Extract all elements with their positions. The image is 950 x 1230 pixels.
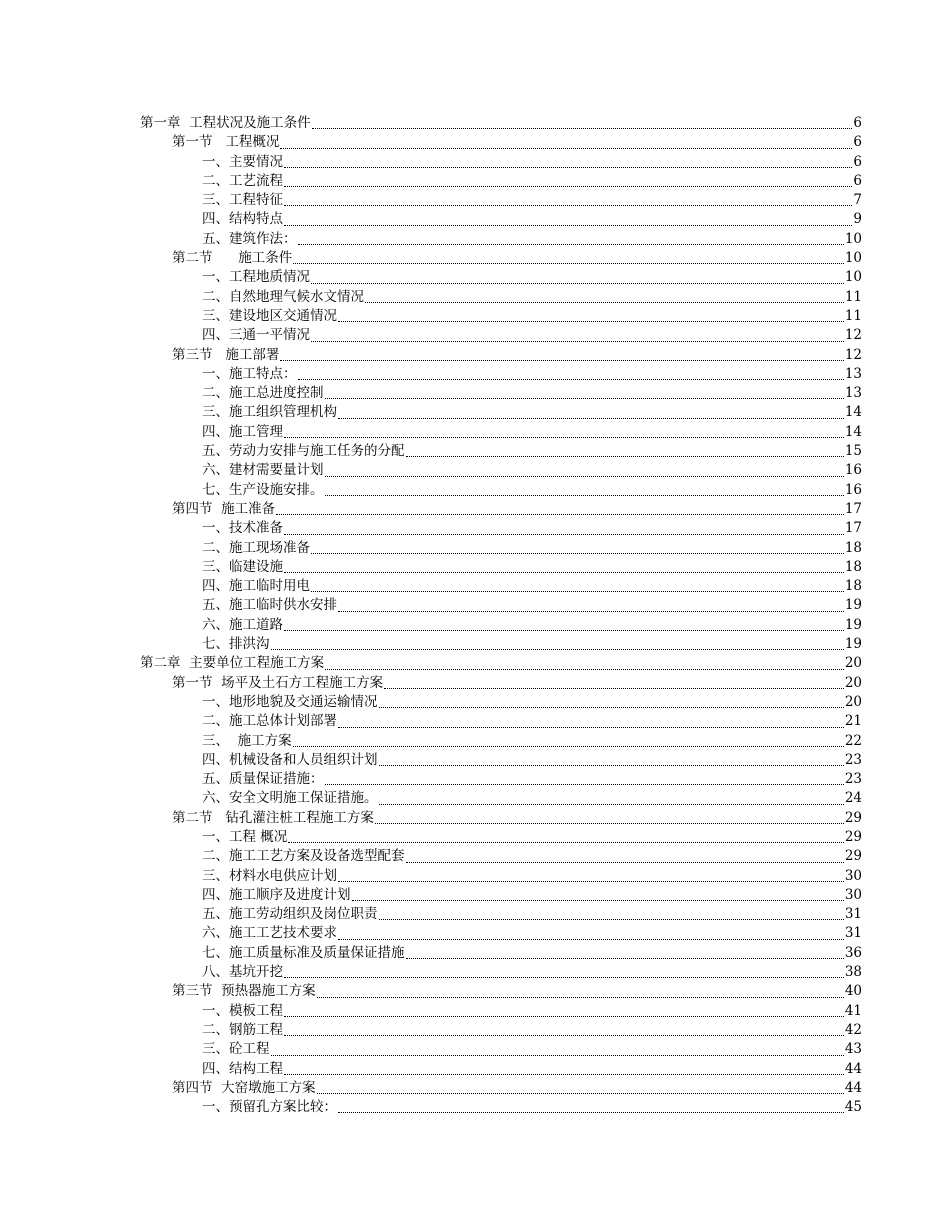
- toc-page-number: 7: [853, 192, 862, 209]
- toc-dot-leader: [379, 905, 844, 924]
- toc-dot-leader: [325, 654, 844, 673]
- toc-entry-title: 二、施工总体计划部署: [202, 713, 337, 730]
- toc-subsection-entry[interactable]: [140, 924, 862, 943]
- toc-entry-title: 七、排洪沟: [202, 636, 270, 653]
- toc-dot-leader: [406, 442, 844, 461]
- toc-page-number: 43: [844, 1041, 862, 1058]
- toc-entry-title: 二、施工工艺方案及设备选型配套: [202, 848, 405, 865]
- toc-entry-title: 第三节 预热器施工方案: [172, 983, 316, 1000]
- toc-entry-title: 七、施工质量标准及质量保证措施: [202, 944, 405, 961]
- toc-dot-leader: [311, 577, 844, 596]
- toc-page-number: 12: [844, 346, 862, 363]
- toc-subsection-entry[interactable]: [140, 616, 862, 635]
- toc-entry-title: 一、工程地质情况: [202, 269, 310, 286]
- toc-dot-leader: [276, 500, 844, 519]
- toc-page-number: 31: [844, 925, 862, 942]
- toc-entry-title: 第一节 场平及土石方工程施工方案: [172, 674, 384, 691]
- toc-entry-title: 二、施工现场准备: [202, 539, 310, 556]
- toc-subsection-entry[interactable]: [140, 210, 862, 229]
- toc-subsection-entry[interactable]: [140, 442, 862, 461]
- toc-page-number: 29: [844, 828, 862, 845]
- toc-subsection-entry[interactable]: [140, 191, 862, 210]
- toc-entry-title: 三、 施工方案: [202, 732, 292, 749]
- toc-subsection-entry[interactable]: [140, 326, 862, 345]
- toc-subsection-entry[interactable]: [140, 886, 862, 905]
- toc-dot-leader: [288, 828, 844, 847]
- toc-section-entry[interactable]: [140, 809, 862, 828]
- toc-dot-leader: [311, 539, 844, 558]
- toc-subsection-entry[interactable]: [140, 461, 862, 480]
- toc-dot-leader: [284, 1060, 844, 1079]
- toc-page-number: 10: [844, 250, 862, 267]
- toc-subsection-entry[interactable]: [140, 944, 862, 963]
- toc-dot-leader: [284, 153, 852, 172]
- toc-page-number: 10: [844, 230, 862, 247]
- toc-dot-leader: [284, 423, 844, 442]
- toc-dot-leader: [293, 249, 844, 268]
- toc-section-entry[interactable]: [140, 500, 862, 519]
- toc-entry-title: 三、建设地区交通情况: [202, 307, 337, 324]
- toc-dot-leader: [317, 982, 844, 1001]
- toc-subsection-entry[interactable]: [140, 1060, 862, 1079]
- toc-dot-leader: [298, 230, 844, 249]
- toc-subsection-entry[interactable]: [140, 558, 862, 577]
- toc-page-number: 29: [844, 809, 862, 826]
- toc-dot-leader: [338, 307, 844, 326]
- toc-entry-title: 二、自然地理气候水文情况: [202, 288, 364, 305]
- toc-subsection-entry[interactable]: [140, 789, 862, 808]
- toc-entry-title: 第三节 施工部署: [172, 346, 280, 363]
- toc-dot-leader: [280, 346, 843, 365]
- toc-chapter-entry[interactable]: [140, 114, 862, 133]
- toc-entry-title: 四、施工临时用电: [202, 578, 310, 595]
- toc-entry-title: 一、预留孔方案比较：: [202, 1099, 337, 1116]
- toc-page-number: 6: [853, 153, 862, 170]
- toc-page-number: 17: [844, 520, 862, 537]
- toc-entry-title: 二、施工总进度控制: [202, 385, 324, 402]
- toc-page-number: 18: [844, 558, 862, 575]
- toc-dot-leader: [325, 481, 844, 500]
- toc-page-number: 9: [853, 211, 862, 228]
- toc-page-number: 31: [844, 906, 862, 923]
- toc-entry-title: 三、临建设施: [202, 558, 283, 575]
- toc-dot-leader: [284, 1002, 844, 1021]
- toc-page-number: 6: [853, 172, 862, 189]
- toc-page-number: 44: [844, 1079, 862, 1096]
- toc-dot-leader: [311, 268, 844, 287]
- toc-subsection-entry[interactable]: [140, 1040, 862, 1059]
- toc-section-entry[interactable]: [140, 133, 862, 152]
- toc-entry-title: 六、建材需要量计划: [202, 462, 324, 479]
- toc-page-number: 6: [853, 134, 862, 151]
- toc-entry-title: 三、砼工程: [202, 1041, 270, 1058]
- toc-subsection-entry[interactable]: [140, 751, 862, 770]
- toc-entry-title: 五、劳动力安排与施工任务的分配: [202, 443, 405, 460]
- toc-entry-title: 五、施工临时供水安排: [202, 597, 337, 614]
- toc-entry-title: 五、施工劳动组织及岗位职责: [202, 906, 378, 923]
- toc-page-number: 23: [844, 751, 862, 768]
- toc-page-number: 24: [844, 790, 862, 807]
- toc-subsection-entry[interactable]: [140, 403, 862, 422]
- toc-dot-leader: [325, 770, 844, 789]
- toc-entry-title: 一、工程 概况: [202, 828, 288, 845]
- toc-dot-leader: [311, 326, 844, 345]
- toc-subsection-entry[interactable]: [140, 153, 862, 172]
- toc-entry-title: 二、钢筋工程: [202, 1021, 283, 1038]
- toc-page-number: 44: [844, 1060, 862, 1077]
- toc-entry-title: 一、模板工程: [202, 1002, 283, 1019]
- toc-entry-title: 第二节 施工条件: [172, 250, 293, 267]
- toc-page-number: 20: [844, 655, 862, 672]
- toc-entry-title: 四、结构工程: [202, 1060, 283, 1077]
- toc-page-number: 40: [844, 983, 862, 1000]
- toc-page-number: 22: [844, 732, 862, 749]
- toc-entry-title: 一、技术准备: [202, 520, 283, 537]
- toc-section-entry[interactable]: [140, 346, 862, 365]
- toc-dot-leader: [293, 732, 844, 751]
- toc-page-number: 20: [844, 693, 862, 710]
- toc-subsection-entry[interactable]: [140, 577, 862, 596]
- toc-dot-leader: [338, 867, 844, 886]
- toc-dot-leader: [365, 288, 844, 307]
- toc-page-number: 18: [844, 578, 862, 595]
- toc-entry-title: 四、施工管理: [202, 423, 283, 440]
- toc-dot-leader: [406, 944, 844, 963]
- toc-section-entry[interactable]: [140, 982, 862, 1001]
- toc-page-number: 13: [844, 385, 862, 402]
- toc-page-number: 21: [844, 713, 862, 730]
- toc-subsection-entry[interactable]: [140, 867, 862, 886]
- table-of-contents: [140, 114, 862, 1117]
- toc-entry-title: 七、生产设施安排。: [202, 481, 324, 498]
- toc-section-entry[interactable]: [140, 1079, 862, 1098]
- toc-page-number: 15: [844, 443, 862, 460]
- toc-dot-leader: [284, 963, 844, 982]
- toc-entry-title: 五、质量保证措施：: [202, 771, 324, 788]
- toc-dot-leader: [284, 558, 844, 577]
- toc-subsection-entry[interactable]: [140, 230, 862, 249]
- toc-page-number: 41: [844, 1002, 862, 1019]
- toc-page-number: 6: [853, 115, 862, 131]
- toc-subsection-entry[interactable]: [140, 693, 862, 712]
- toc-dot-leader: [271, 635, 844, 654]
- toc-dot-leader: [379, 751, 844, 770]
- toc-page-number: 17: [844, 500, 862, 517]
- toc-subsection-entry[interactable]: [140, 847, 862, 866]
- toc-page-number: 19: [844, 597, 862, 614]
- toc-dot-leader: [284, 172, 852, 191]
- toc-dot-leader: [406, 847, 844, 866]
- toc-subsection-entry[interactable]: [140, 172, 862, 191]
- toc-chapter-entry[interactable]: [140, 654, 862, 673]
- toc-entry-title: 第四节 施工准备: [172, 500, 276, 517]
- toc-section-entry[interactable]: [140, 249, 862, 268]
- toc-subsection-entry[interactable]: [140, 1098, 862, 1117]
- toc-dot-leader: [338, 403, 844, 422]
- toc-entry-title: 二、工艺流程: [202, 172, 283, 189]
- toc-entry-title: 三、材料水电供应计划: [202, 867, 337, 884]
- toc-entry-title: 一、地形地貌及交通运输情况: [202, 693, 378, 710]
- toc-subsection-entry[interactable]: [140, 963, 862, 982]
- toc-page-number: 19: [844, 636, 862, 653]
- toc-dot-leader: [284, 191, 852, 210]
- toc-entry-title: 四、机械设备和人员组织计划: [202, 751, 378, 768]
- toc-subsection-entry[interactable]: [140, 423, 862, 442]
- toc-subsection-entry[interactable]: [140, 268, 862, 287]
- toc-entry-title: 一、施工特点：: [202, 365, 297, 382]
- toc-page-number: 16: [844, 481, 862, 498]
- toc-dot-leader: [325, 384, 844, 403]
- toc-page-number: 13: [844, 365, 862, 382]
- toc-entry-title: 三、施工组织管理机构: [202, 404, 337, 421]
- toc-page-number: 16: [844, 462, 862, 479]
- toc-entry-title: 六、安全文明施工保证措施。: [202, 790, 378, 807]
- toc-page-number: 20: [844, 674, 862, 691]
- toc-entry-title: 五、建筑作法：: [202, 230, 297, 247]
- toc-dot-leader: [338, 712, 844, 731]
- toc-subsection-entry[interactable]: [140, 732, 862, 751]
- toc-dot-leader: [280, 133, 852, 152]
- toc-entry-title: 八、基坑开挖: [202, 964, 283, 981]
- toc-subsection-entry[interactable]: [140, 1002, 862, 1021]
- toc-entry-title: 四、施工顺序及进度计划: [202, 886, 351, 903]
- toc-dot-leader: [284, 616, 844, 635]
- toc-dot-leader: [325, 461, 844, 480]
- toc-entry-title: 第一节 工程概况: [172, 134, 280, 151]
- toc-dot-leader: [312, 114, 853, 133]
- toc-dot-leader: [338, 924, 844, 943]
- toc-entry-title: 一、主要情况: [202, 153, 283, 170]
- toc-dot-leader: [379, 693, 844, 712]
- toc-page-number: 29: [844, 848, 862, 865]
- toc-page-number: 18: [844, 539, 862, 556]
- toc-subsection-entry[interactable]: [140, 828, 862, 847]
- toc-subsection-entry[interactable]: [140, 481, 862, 500]
- toc-page-number: 30: [844, 886, 862, 903]
- toc-page-number: 11: [844, 288, 862, 305]
- toc-subsection-entry[interactable]: [140, 905, 862, 924]
- toc-page-number: 10: [844, 269, 862, 286]
- toc-page-number: 14: [844, 404, 862, 421]
- toc-page-number: 14: [844, 423, 862, 440]
- toc-subsection-entry[interactable]: [140, 596, 862, 615]
- toc-subsection-entry[interactable]: [140, 712, 862, 731]
- toc-entry-title: 四、结构特点: [202, 211, 283, 228]
- toc-subsection-entry[interactable]: [140, 770, 862, 789]
- toc-dot-leader: [338, 1098, 844, 1117]
- toc-dot-leader: [284, 210, 852, 229]
- toc-subsection-entry[interactable]: [140, 307, 862, 326]
- toc-page-number: 12: [844, 327, 862, 344]
- toc-page-number: 36: [844, 944, 862, 961]
- toc-subsection-entry[interactable]: [140, 384, 862, 403]
- toc-dot-leader: [317, 1079, 844, 1098]
- toc-page-number: 45: [844, 1099, 862, 1116]
- toc-subsection-entry[interactable]: [140, 635, 862, 654]
- toc-subsection-entry[interactable]: [140, 365, 862, 384]
- toc-entry-title: 第四节 大窑墩施工方案: [172, 1079, 316, 1096]
- toc-page-number: 23: [844, 771, 862, 788]
- toc-dot-leader: [352, 886, 844, 905]
- toc-dot-leader: [338, 596, 844, 615]
- toc-section-entry[interactable]: [140, 674, 862, 693]
- toc-page-number: 42: [844, 1021, 862, 1038]
- toc-dot-leader: [375, 809, 844, 828]
- toc-dot-leader: [271, 1040, 844, 1059]
- toc-entry-title: 第二章 主要单位工程施工方案: [140, 655, 325, 672]
- toc-dot-leader: [284, 519, 844, 538]
- toc-page-number: 30: [844, 867, 862, 884]
- toc-subsection-entry[interactable]: [140, 288, 862, 307]
- toc-entry-title: 三、工程特征: [202, 192, 283, 209]
- toc-subsection-entry[interactable]: [140, 519, 862, 538]
- toc-page-number: 19: [844, 616, 862, 633]
- toc-entry-title: 六、施工工艺技术要求: [202, 925, 337, 942]
- toc-dot-leader: [384, 674, 844, 693]
- toc-dot-leader: [298, 365, 844, 384]
- toc-entry-title: 第二节 钻孔灌注桩工程施工方案: [172, 809, 374, 826]
- toc-page-number: 38: [844, 964, 862, 981]
- toc-entry-title: 第一章 工程状况及施工条件: [140, 115, 311, 131]
- toc-dot-leader: [379, 789, 844, 808]
- toc-page-number: 11: [844, 307, 862, 324]
- toc-subsection-entry[interactable]: [140, 539, 862, 558]
- toc-dot-leader: [284, 1021, 844, 1040]
- toc-entry-title: 四、三通一平情况: [202, 327, 310, 344]
- toc-subsection-entry[interactable]: [140, 1021, 862, 1040]
- toc-entry-title: 六、施工道路: [202, 616, 283, 633]
